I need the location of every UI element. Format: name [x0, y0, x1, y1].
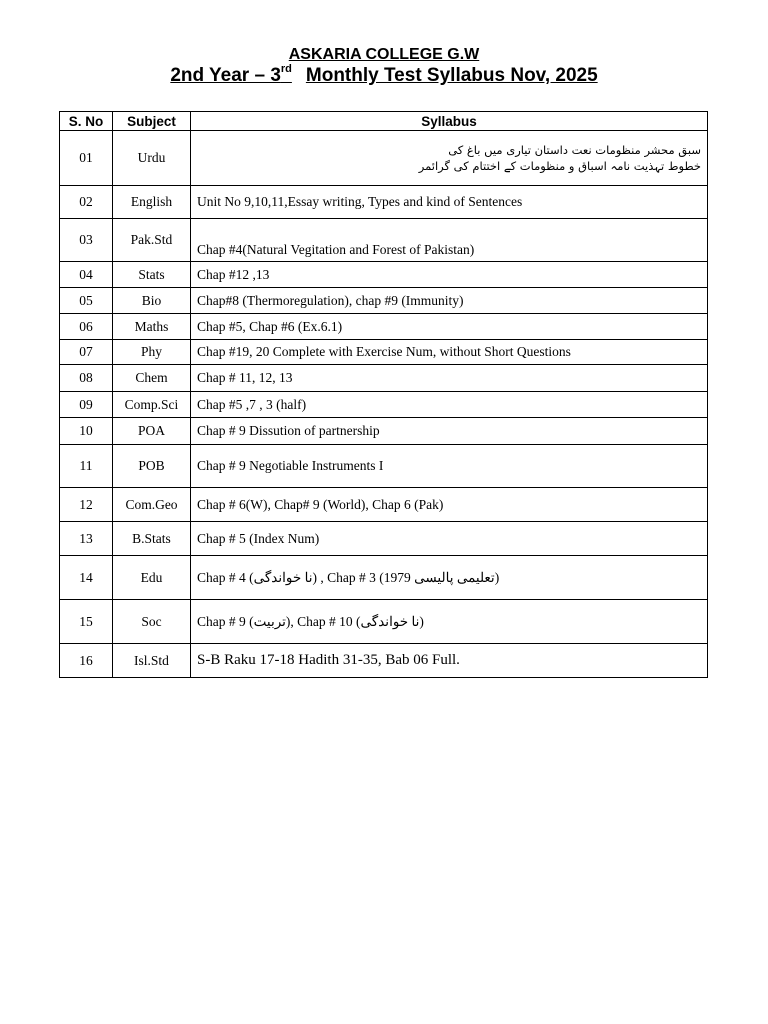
row-sno: 10: [60, 418, 113, 445]
document-title: [0, 65, 768, 87]
row-subject: POB: [113, 445, 191, 488]
row-sno: 08: [60, 365, 113, 392]
row-syllabus: Chap#8 (Thermoregulation), chap #9 (Immunity): [191, 288, 708, 314]
table-row: [60, 365, 708, 392]
table-row: [60, 418, 708, 445]
row-sno: 13: [60, 522, 113, 556]
row-syllabus: Chap # 4 (نا خواندگی) , Chap # 3 (تعلیمی پالیسی 1979): [191, 556, 708, 600]
row-subject: B.Stats: [113, 522, 191, 556]
row-sno: 05: [60, 288, 113, 314]
row-syllabus: Chap # 6(W), Chap# 9 (World), Chap 6 (Pak): [191, 488, 708, 522]
row-subject: Phy: [113, 340, 191, 365]
row-sno: 01: [60, 131, 113, 186]
row-sno: 14: [60, 556, 113, 600]
row-sno: 16: [60, 644, 113, 678]
table-row: [60, 522, 708, 556]
row-syllabus: S-B Raku 17-18 Hadith 31-35, Bab 06 Full.: [191, 644, 708, 678]
row-subject: Soc: [113, 600, 191, 644]
header-syllabus: Syllabus: [191, 112, 708, 131]
row-subject: Isl.Std: [113, 644, 191, 678]
title-part-1: 2nd Year – 3: [170, 65, 281, 86]
row-subject: Bio: [113, 288, 191, 314]
row-syllabus: Chap #5, Chap #6 (Ex.6.1): [191, 314, 708, 340]
row-sno: 15: [60, 600, 113, 644]
row-syllabus: Chap # 9 (تربیت), Chap # 10 (نا خواندگی): [191, 600, 708, 644]
row-subject: Maths: [113, 314, 191, 340]
table-row: [60, 340, 708, 365]
row-sno: 06: [60, 314, 113, 340]
table-row: [60, 186, 708, 219]
table-row: [60, 488, 708, 522]
table-row: [60, 314, 708, 340]
table-row: [60, 556, 708, 600]
row-sno: 09: [60, 392, 113, 418]
table-header-row: [60, 112, 708, 131]
row-syllabus: Chap #5 ,7 , 3 (half): [191, 392, 708, 418]
row-subject: Stats: [113, 262, 191, 288]
college-name: ASKARIA COLLEGE G.W: [288, 46, 480, 63]
table-row: [60, 131, 708, 186]
row-sno: 03: [60, 219, 113, 262]
table-row: [60, 600, 708, 644]
row-syllabus: Chap # 9 Dissution of partnership: [191, 418, 708, 445]
row-sno: 07: [60, 340, 113, 365]
table-row: [60, 392, 708, 418]
table-row: [60, 262, 708, 288]
row-subject: English: [113, 186, 191, 219]
row-syllabus: Chap #19, 20 Complete with Exercise Num, without Short Questions: [191, 340, 708, 365]
header-subject: Subject: [113, 112, 191, 131]
syllabus-table: [59, 111, 708, 678]
row-subject: POA: [113, 418, 191, 445]
row-subject: Edu: [113, 556, 191, 600]
row-sno: 12: [60, 488, 113, 522]
row-syllabus: Chap # 11, 12, 13: [191, 365, 708, 392]
urdu-line-1: سبق محشر منظومات نعت داستان تیاری میں باغ کی: [448, 143, 701, 157]
row-syllabus: Chap # 9 Negotiable Instruments I: [191, 445, 708, 488]
row-subject: Chem: [113, 365, 191, 392]
row-sno: 02: [60, 186, 113, 219]
table-row: [60, 288, 708, 314]
table-row: [60, 445, 708, 488]
row-subject: Com.Geo: [113, 488, 191, 522]
row-syllabus: Chap #4(Natural Vegitation and Forest of Pakistan): [191, 219, 708, 262]
table-row: [60, 644, 708, 678]
table-row: [60, 219, 708, 262]
title-superscript: rd: [280, 63, 292, 75]
row-subject: Urdu: [113, 131, 191, 186]
title-part-2: Monthly Test Syllabus Nov, 2025: [305, 65, 598, 86]
row-syllabus: Unit No 9,10,11,Essay writing, Types and kind of Sentences: [191, 186, 708, 219]
row-sno: 11: [60, 445, 113, 488]
row-subject: Comp.Sci: [113, 392, 191, 418]
row-sno: 04: [60, 262, 113, 288]
row-syllabus: Chap # 5 (Index Num): [191, 522, 708, 556]
row-syllabus: [191, 131, 708, 186]
header-sno: S. No: [60, 112, 113, 131]
urdu-line-2: خطوط تہذیت نامہ اسباق و منظومات کے اختتام کی گرائمر: [418, 159, 701, 173]
row-syllabus: Chap #12 ,13: [191, 262, 708, 288]
row-subject: Pak.Std: [113, 219, 191, 262]
